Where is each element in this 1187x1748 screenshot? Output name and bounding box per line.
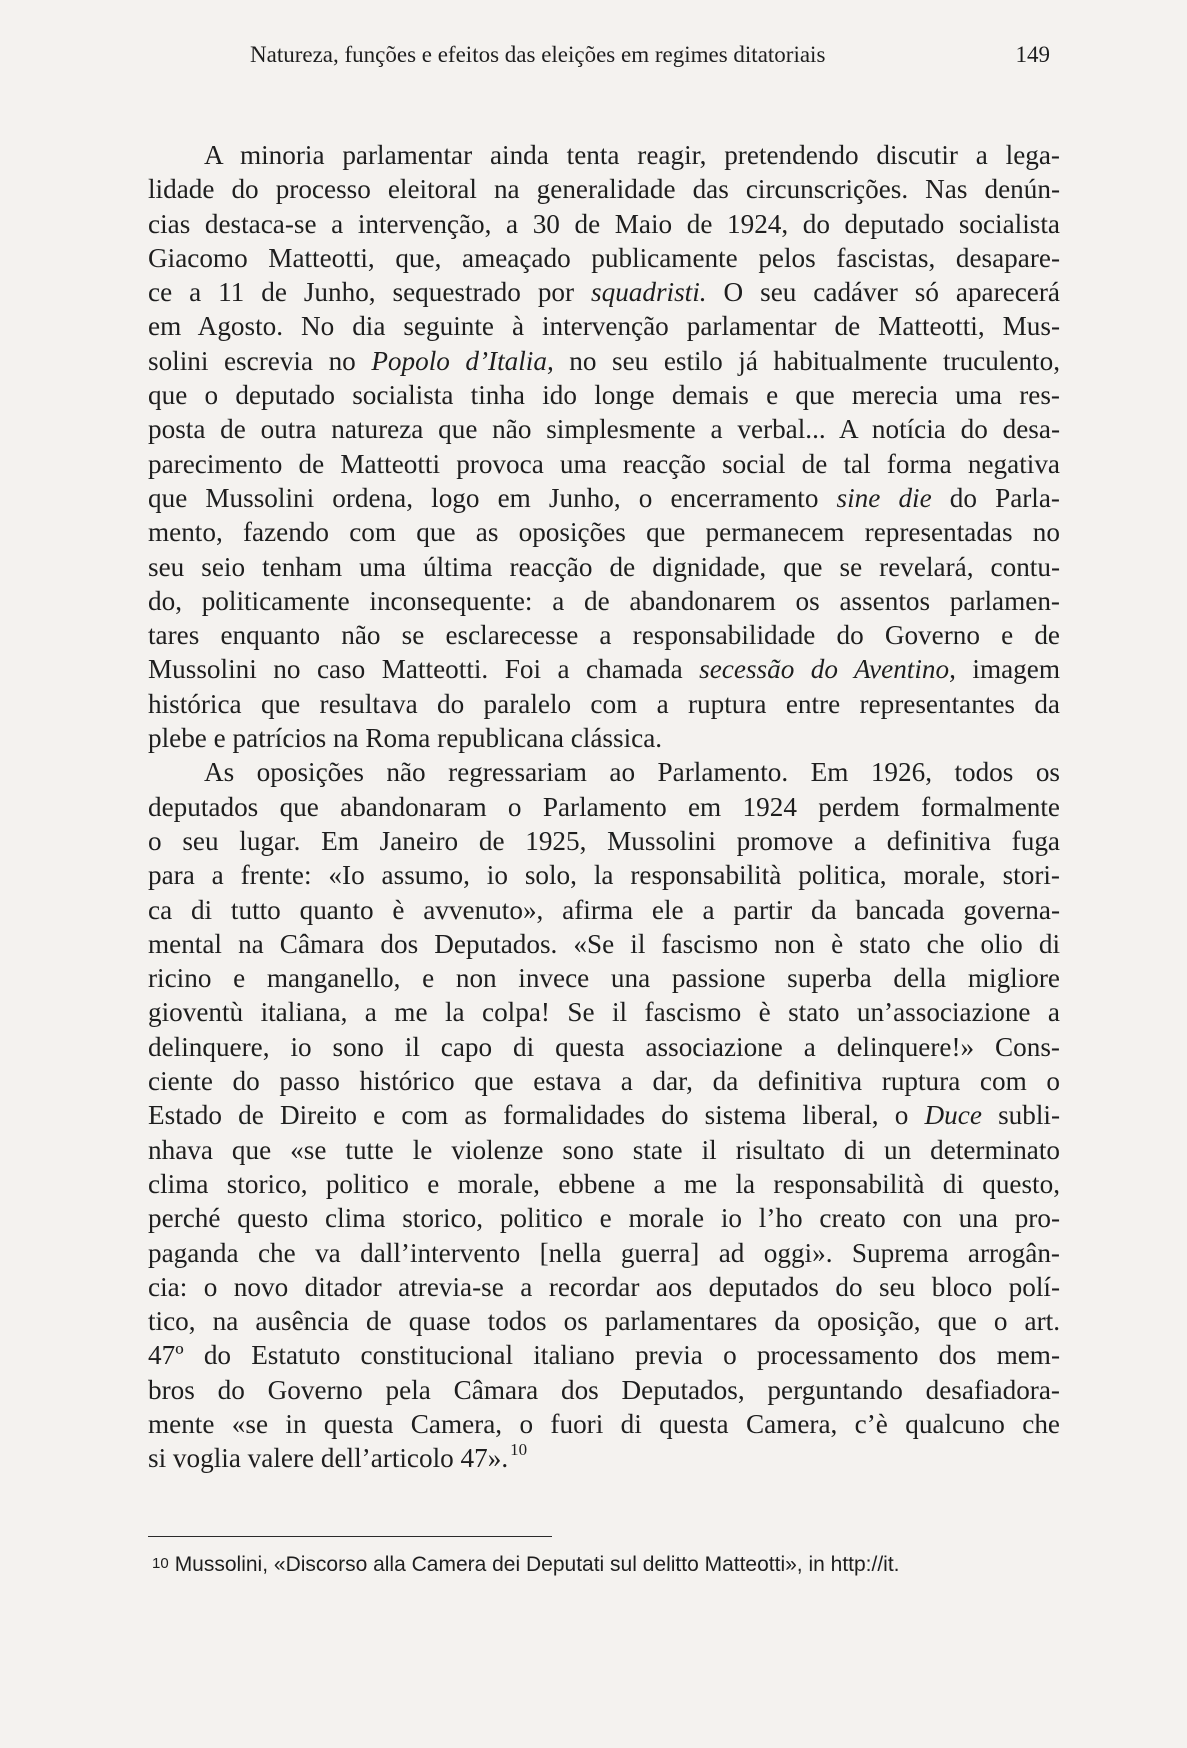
text-run: Mussolini no caso Matteotti. Foi a chamada [148, 654, 700, 685]
paragraph-2 [148, 755, 1060, 1475]
text-line: lidade do processo eleitoral na generalidade das circunscrições. Nas denún- [148, 174, 1060, 205]
text-line: mental na Câmara dos Deputados. «Se il fascismo non è stato che olio di [148, 928, 1060, 959]
text-line [148, 481, 1060, 515]
text-run: Estado de Direito e com as formalidades do sistema liberal, o [148, 1100, 925, 1131]
text-line: bros do Governo pela Câmara dos Deputados, perguntando desafiadora- [148, 1374, 1060, 1405]
footnote-text: Mussolini, «Discorso alla Camera dei Deputati sul delitto Matteotti», in http://it. [174, 1553, 900, 1576]
footnote-number: 10 [152, 1555, 169, 1572]
text-line: posta de outra natureza que não simplesmente a verbal... A notícia do desa- [148, 414, 1060, 445]
text-line: tico, na ausência de quase todos os parlamentares da oposição, que o art. [148, 1306, 1060, 1337]
footnote-reference: 10 [510, 1440, 528, 1460]
text-run: que Mussolini ordena, logo em Junho, o encerramento [148, 482, 837, 513]
page-number: 149 [1015, 42, 1050, 67]
text-line: parecimento de Matteotti provoca uma reacção social de tal forma negativa [148, 448, 1060, 479]
text-line: ricino e manganello, e non invece una passione superba della migliore [148, 963, 1060, 994]
text-line: gioventù italiana, a me la colpa! Se il fascismo è stato un’associazione a [148, 997, 1060, 1028]
text-line: para a frente: «Io assumo, io solo, la responsabilità politica, morale, stori- [148, 860, 1060, 891]
text-line: clima storico, politico e morale, ebbene a me la responsabilità di questo, [148, 1168, 1060, 1199]
text-line: cia: o novo ditador atrevia-se a recordar aos deputados do seu bloco polí- [148, 1271, 1060, 1302]
text-line: deputados que abandonaram o Parlamento em 1924 perdem formalmente [148, 791, 1060, 822]
text-line: seu seio tenham uma última reacção de dignidade, que se revelará, contu- [148, 551, 1060, 582]
text-line: do, politicamente inconsequente: a de abandonarem os assentos parlamen- [148, 585, 1060, 616]
text-line [148, 275, 1060, 309]
text-run: si voglia valere dell’articolo 47». [148, 1443, 509, 1474]
text-line: ca di tutto quanto è avvenuto», afirma ele a partir da bancada governa- [148, 894, 1060, 925]
italic-term: Duce [924, 1100, 982, 1131]
text-line [148, 1098, 1060, 1132]
italic-term: sine die [836, 482, 932, 513]
text-line [148, 652, 1060, 686]
text-line: 47º do Estatuto constitucional italiano previa o processamento dos mem- [148, 1340, 1060, 1371]
text-line: A minoria parlamentar ainda tenta reagir, pretendendo discutir a lega- [204, 140, 1060, 170]
text-line: As oposições não regressariam ao Parlamento. Em 1926, todos os [204, 757, 1060, 788]
footnote-separator [148, 1536, 552, 1537]
text-line: que o deputado socialista tinha ido longe demais e que merecia uma res- [148, 380, 1060, 411]
text-run: O seu cadáver só aparecerá [706, 277, 1060, 308]
text-line: plebe e patrícios na Roma republicana clássica. [148, 723, 663, 754]
text-line: perché questo clima storico, politico e morale io l’ho creato con una pro- [148, 1203, 1060, 1234]
text-line: delinquere, io sono il capo di questa associazione a delinquere!» Cons- [148, 1031, 1060, 1062]
text-run: ce a 11 de Junho, sequestrado por [148, 277, 592, 308]
text-line: histórica que resultava do paralelo com a ruptura entre representantes da [148, 688, 1060, 719]
footnote [152, 1550, 1060, 1579]
text-line: paganda che va dall’intervento [nella guerra] ad oggi». Suprema arrogân- [148, 1237, 1060, 1268]
text-line: em Agosto. No dia seguinte à intervenção parlamentar de Matteotti, Mus- [148, 311, 1060, 342]
text-line [148, 1441, 1060, 1475]
text-line: mente «se in questa Camera, o fuori di questa Camera, c’è qualcuno che [148, 1408, 1060, 1439]
italic-title: Popolo d’Italia, [371, 345, 554, 376]
text-run: do Parla- [931, 482, 1060, 513]
text-run: subli- [981, 1100, 1061, 1131]
italic-term: squadristi. [591, 277, 707, 308]
text-line [148, 344, 1060, 378]
text-run: imagem [955, 654, 1060, 685]
text-line: o seu lugar. Em Janeiro de 1925, Mussolini promove a definitiva fuga [148, 825, 1060, 856]
text-run: solini escrevia no [148, 345, 372, 376]
running-title: Natureza, funções e efeitos das eleições em regimes ditatoriais [250, 42, 826, 67]
paragraph-1 [148, 138, 1060, 755]
text-line: ciente do passo histórico que estava a dar, da definitiva ruptura com o [148, 1066, 1060, 1097]
text-line: Giacomo Matteotti, que, ameaçado publicamente pelos fascistas, desapare- [148, 242, 1060, 273]
body-text [148, 138, 1060, 1476]
text-line: cias destaca-se a intervenção, a 30 de Maio de 1924, do deputado socialista [148, 208, 1060, 239]
text-run: no seu estilo já habitualmente truculento, [553, 345, 1060, 376]
italic-term: secessão do Aventino, [699, 654, 956, 685]
text-line: mento, fazendo com que as oposições que permanecem representadas no [148, 517, 1060, 548]
text-line: nhava que «se tutte le violenze sono state il risultato di un determinato [148, 1134, 1060, 1165]
text-line: tares enquanto não se esclarecesse a responsabilidade do Governo e de [148, 620, 1060, 651]
